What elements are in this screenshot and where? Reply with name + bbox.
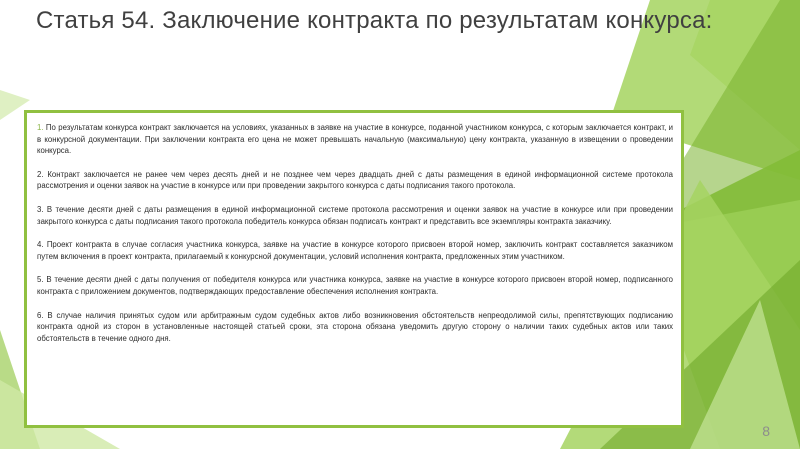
paragraph-number: 2. bbox=[37, 169, 44, 179]
paragraph-number: 3. bbox=[37, 204, 44, 214]
paragraph-text: Проект контракта в случае согласия участника конкурса, заявке на участие в конкурсе которого присвоен второй номер, заключить контракт составляется заказчиком путем включения в проект контракта, прилагаемый к конкурсной документации, условий исполнения контракта, предложенных этим участником. bbox=[37, 240, 674, 261]
paragraph-text: В случае наличия принятых судом или арбитражным судом судебных актов либо возникновения обстоятельств непреодолимой силы, препятствующих подписанию контракта одной из сторон в установленные настоящей статьей сроки, эта сторона обязана уведомить другую сторону о наличии таких судебных актов или таких обстоятельств в течение одного дня. bbox=[37, 310, 673, 343]
paragraph-2 bbox=[37, 169, 673, 192]
paragraph-number: 4. bbox=[37, 240, 44, 250]
paragraph-5 bbox=[37, 274, 673, 297]
paragraph-text: По результатам конкурса контракт заключается на условиях, указанных в заявке на участие в конкурсе, поданной участником конкурса, с которым заключается контракт, и в конкурсной документации. При заключении контракта его цена не может превышать начальную (максимальную) цену контракта, указанную в извещении о проведении конкурса. bbox=[37, 123, 674, 156]
paragraph-number: 6. bbox=[37, 310, 44, 320]
slide-title: Статья 54. Заключение контракта по результатам конкурса: bbox=[36, 7, 713, 34]
content-box bbox=[24, 110, 684, 428]
paragraph-number: 5. bbox=[37, 275, 44, 285]
paragraph-text: В течение десяти дней с даты размещения в единой информационной системе протокола рассмотрения и оценки заявок на участие в конкурсе или при проведении закрытого конкурса с даты подписания такого протокола победитель конкурса обязан подписать контракт и представить все экземпляры контракта заказчику. bbox=[37, 204, 673, 226]
paragraph-3 bbox=[37, 204, 673, 227]
paragraph-4 bbox=[37, 239, 673, 262]
paragraph-6 bbox=[37, 310, 673, 345]
page-number: 8 bbox=[762, 423, 770, 439]
paragraph-number: 1. bbox=[37, 123, 44, 132]
paragraph-text: В течение десяти дней с даты получения от победителя конкурса или участника конкурса, заявке на участие в конкурсе которого присвоен второй номер, подписанного контракта с приложением документов, подтверждающих предоставление обеспечения исполнения контракта. bbox=[37, 275, 673, 296]
paragraph-text: Контракт заключается не ранее чем через десять дней и не позднее чем через двадцать дней с даты размещения в единой информационной системе протокола рассмотрения и оценки заявок на участие в конкурсе или при проведении закрытого конкурса с даты подписания такого протокола. bbox=[37, 169, 673, 191]
paragraph-1 bbox=[37, 122, 673, 157]
